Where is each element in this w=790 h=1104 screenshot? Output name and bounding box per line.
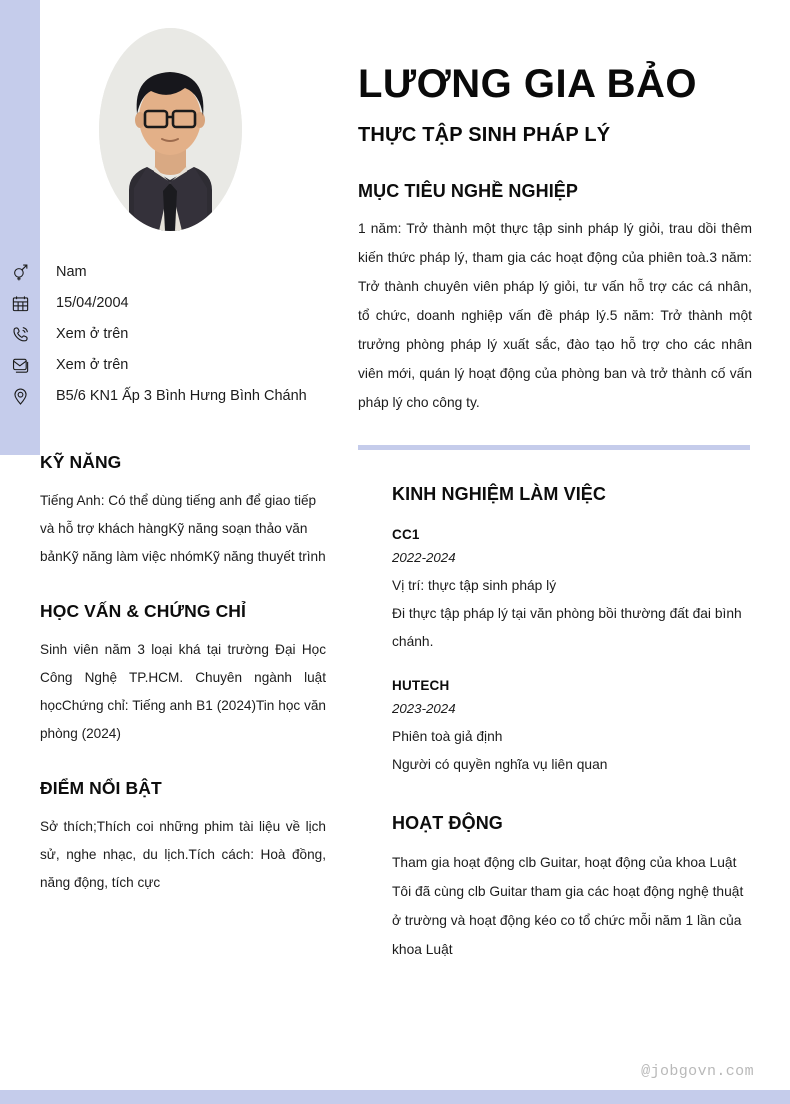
section-body: Sở thích;Thích coi những phim tài liệu về lịch sử, nghe nhạc, du lịch.Tích cách: Hoà đồng, năng động, tích cực [40,819,326,890]
contact-value: B5/6 KN1 Ấp 3 Bình Hưng Bình Chánh [56,388,307,404]
section-activities [358,813,752,964]
section-objective [358,181,752,417]
avatar [99,28,242,231]
experience-entry [392,527,752,656]
page-title: LƯƠNG GIA BẢO [358,62,697,106]
activity-line: Tham gia hoạt động clb Guitar, hoạt động của khoa Luật [392,855,737,870]
job-title: THỰC TẬP SINH PHÁP LÝ [358,124,611,146]
section-title: HỌC VẤN & CHỨNG CHỈ [40,601,247,621]
contact-row-birthdate [0,292,340,323]
contact-row-address [0,385,340,416]
contact-value: Xem ở trên [56,326,129,342]
experience-role: Vị trí: thực tập sinh pháp lý [392,578,557,593]
section-skills [40,452,326,571]
contact-row-phone [0,323,340,354]
experience-detail: Người có quyền nghĩa vụ liên quan [392,757,608,772]
contact-value: Nam [56,264,87,280]
section-title: HOẠT ĐỘNG [392,813,503,833]
section-title: MỤC TIÊU NGHỀ NGHIỆP [358,181,579,201]
location-icon [0,385,40,406]
accent-bar-bottom [0,1090,790,1104]
section-title: ĐIỂM NỔI BẬT [40,778,162,798]
contact-row-email [0,354,340,385]
section-body: Sinh viên năm 3 loại khá tại trường Đại Học Công Nghệ TP.HCM. Chuyên ngành luật họcChứng chỉ: Tiếng anh B1 (2024)Tin học văn phòng (2024) [40,642,326,741]
activities-list [392,848,752,964]
section-experience [358,484,752,779]
contact-list [0,261,340,416]
section-highlights [40,778,326,897]
calendar-icon [0,292,40,313]
experience-list [392,527,752,779]
section-body: 1 năm: Trở thành một thực tập sinh pháp lý giỏi, trau dồi thêm kiến thức pháp lý, tham gia các hoạt động của phiên toà.3 năm: Trở thành chuyên viên pháp lý giỏi, tư vấn hỗ trợ các cá nhân, tổ chức, doanh nghiệp vấn đề pháp lý.5 năm: Trở thành một trưởng phòng pháp lý xuất sắc, đào tạo hỗ trợ cho các nhân viên mới, quán lý hoạt động của phòng ban và trở thành cố vấn pháp lý cho công ty. [358,221,752,410]
contact-value: Xem ở trên [56,357,129,373]
contact-value: 15/04/2004 [56,295,129,311]
contact-row-gender [0,261,340,292]
section-education [40,601,326,748]
left-column [0,0,340,897]
section-body: Tiếng Anh: Có thể dùng tiếng anh để giao tiếp và hỗ trợ khách hàngKỹ năng soạn thảo văn bảnKỹ năng làm việc nhómKỹ năng thuyết trình [40,493,326,564]
experience-date: 2022-2024 [392,550,456,565]
activity-line: Tôi đã cùng clb Guitar tham gia các hoạt động nghệ thuật ở trường và hoạt động kéo co tổ chức mỗi năm 1 lần của khoa Luật [392,884,744,957]
photo-container [0,28,340,231]
experience-date: 2023-2024 [392,701,456,716]
divider [358,445,750,450]
watermark: @jobgovn.com [641,1063,754,1080]
experience-detail: Đi thực tập pháp lý tại văn phòng bồi thường đất đai bình chánh. [392,606,742,649]
section-title: KINH NGHIỆM LÀM VIỆC [392,484,607,504]
experience-role: Phiên toà giả định [392,729,503,744]
section-title: KỸ NĂNG [40,452,122,472]
experience-org: HUTECH [392,678,450,693]
email-icon [0,354,40,375]
phone-icon [0,323,40,344]
experience-entry [392,678,752,779]
experience-org: CC1 [392,527,420,542]
right-column [358,0,752,964]
gender-icon [0,261,40,282]
